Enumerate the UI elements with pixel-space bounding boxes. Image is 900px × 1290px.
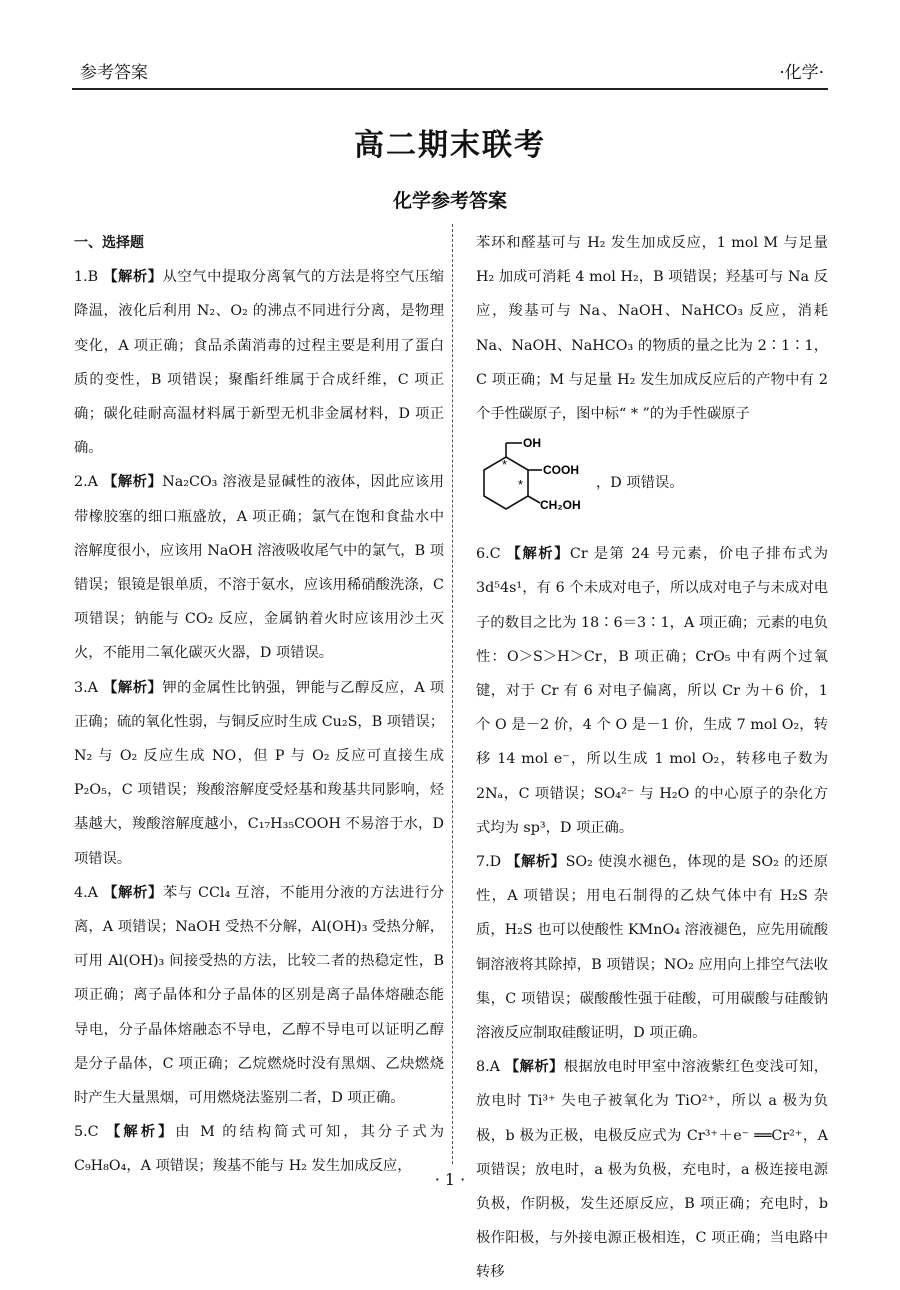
- answer-item: [74, 260, 444, 465]
- answer-choice: 3.A: [74, 679, 98, 696]
- chiral-mark: *: [518, 477, 524, 493]
- left-column: [74, 226, 444, 1184]
- page-title: 高二期末联考: [354, 128, 546, 163]
- cooh-label: COOH: [543, 463, 579, 478]
- page-subtitle: 化学参考答案: [392, 190, 507, 212]
- column-divider: [452, 224, 453, 1164]
- answer-choice: 7.D: [476, 854, 502, 871]
- page-header: [72, 58, 828, 92]
- chemical-structure: [476, 437, 596, 529]
- page-number: · 1 ·: [434, 1170, 466, 1189]
- analysis-text: 从空气中提取分离氧气的方法是将空气压缩降温，液化后利用 N₂、O₂ 的沸点不同进行分离，是物理变化，A 项正确；食品杀菌消毒的过程主要是利用了蛋白质的变性，B 项错误；聚酯纤维属于合成纤维，C 项正确；碳化硅耐高温材料属于新型无机非金属材料，D 项正确。: [74, 269, 445, 457]
- analysis-text: 钾的金属性比钠强，钾能与乙醇反应，A 项正确；硫的氧化性弱，与铜反应时生成 Cu₂S，B 项错误；N₂ 与 O₂ 反应生成 NO，但 P 与 O₂ 反应可直接生成 P₂O₅，C 项错误；羧酸溶解度受烃基和羧基共同影响，烃基越大，羧酸溶解度越小，C₁₇H₃₅COOH 不易溶于水，D 项错误。: [74, 679, 445, 867]
- header-subject-label: ·化学·: [779, 63, 824, 83]
- analysis-tag: 【解析】: [103, 269, 163, 286]
- analysis-text: Na₂CO₃ 溶液是显碱性的液体，因此应该用带橡胶塞的细口瓶盛放，A 项正确；氯气在饱和食盐水中溶解度很小，应该用 NaOH 溶液吸收尾气中的氯气，B 项错误；银镜是银单质，不溶于氨水，应该用稀硝酸洗涤，C 项错误；钠能与 CO₂ 反应，金属钠着火时应该用沙土灭火，不能用二氧化碳灭火器，D 项错误。: [74, 474, 445, 662]
- answer-item: [74, 671, 444, 876]
- ch2oh-label: CH₂OH: [540, 498, 581, 513]
- analysis-tag: 【解析】: [103, 474, 163, 491]
- chiral-mark: *: [502, 457, 508, 473]
- right-column: [476, 226, 828, 1290]
- continued-paragraph: 苯环和醛基可与 H₂ 发生加成反应，1 mol M 与足量 H₂ 加成可消耗 4 mol H₂，B 项错误；羟基可与 Na 反应，羧基可与 Na、NaOH、NaHCO₃ 反应，消耗 Na、NaOH、NaHCO₃ 的物质的量之比为 2∶1∶1，C 项正确；M 与足量 H₂ 发生加成反应后的产物中有 2 个手性碳原子，图中标“ * ”的为手性碳原子: [476, 235, 828, 423]
- answer-choice: 2.A: [74, 474, 98, 491]
- analysis-text: SO₂ 使溴水褪色，体现的是 SO₂ 的还原性，A 项错误；用电石制得的乙炔气体中有 H₂S 杂质，H₂S 也可以使酸性 KMnO₄ 溶液褪色，应先用硫酸铜溶液将其除掉，B 项错误；NO₂ 应用向上排空气法收集，C 项错误；碳酸酸性强于硅酸，可用碳酸与硅酸钠溶液反应制取硅酸证明，D 项正确。: [476, 854, 828, 1042]
- analysis-text: Cr 是第 24 号元素，价电子排布式为 3d⁵4s¹，有 6 个未成对电子，所以成对电子与未成对电子的数目之比为 18∶6＝3∶1，A 项正确；元素的电负性：O＞S＞H＞Cr，B 项正确；CrO₅ 中有两个过氧键，对于 Cr 有 6 对电子偏离，所以 Cr 为＋6 价，1 个 O 是－2 价，4 个 O 是－1 价，生成 7 mol O₂，转移 14 mol e⁻，所以生成 1 mol O₂，转移电子数为 2Nₐ，C 项错误；SO₄²⁻ 与 H₂O 的中心原子的杂化方式均为 sp³，D 项正确。: [476, 546, 829, 836]
- structure-row: [476, 435, 828, 531]
- analysis-text: 由 M 的结构简式可知，其分子式为 C₉H₈O₄，A 项错误；羧基不能与 H₂ 发生加成反应，: [74, 1124, 445, 1175]
- answer-choice: 8.A: [476, 1059, 500, 1076]
- answer-choice: 5.C: [74, 1124, 99, 1141]
- oh-label: OH: [523, 437, 541, 451]
- analysis-tag: 【解析】: [506, 546, 570, 563]
- analysis-tag: 【解析】: [506, 854, 566, 871]
- answer-choice: 1.B: [74, 269, 99, 286]
- answer-item: [74, 465, 444, 670]
- header-rule: [72, 88, 828, 90]
- header-left-label: 参考答案: [80, 63, 148, 83]
- analysis-text: 苯与 CCl₄ 互溶，不能用分液的方法进行分离，A 项错误；NaOH 受热不分解，Al(OH)₃ 受热分解，可用 Al(OH)₃ 间接受热的方法，比较二者的热稳定性，B 项正确；离子晶体和分子晶体的区别是离子晶体熔融态能导电，分子晶体熔融态不导电，乙醇不导电可以证明乙醇是分子晶体，C 项正确；乙烷燃烧时没有黑烟、乙炔燃烧时产生大量黑烟，可用燃烧法鉴别二者，D 项正确。: [74, 884, 444, 1107]
- answer-item: [476, 845, 828, 1050]
- answer-choice: 4.A: [74, 884, 98, 901]
- section-heading: 一、选择题: [74, 235, 144, 251]
- analysis-tag: 【解析】: [103, 679, 163, 696]
- answer-item: [74, 876, 444, 1115]
- answer-item: [476, 537, 828, 845]
- structure-trailing-text: ，D 项错误。: [596, 475, 684, 492]
- analysis-tag: 【解析】: [106, 1124, 176, 1141]
- answer-choice: 6.C: [476, 546, 501, 563]
- analysis-tag: 【解析】: [504, 1059, 564, 1076]
- analysis-text: 根据放电时甲室中溶液紫红色变浅可知，放电时 Ti³⁺ 失电子被氧化为 TiO²⁺，所以 a 极为负极，b 极为正极，电极反应式为 Cr³⁺＋e⁻ ══Cr²⁺，A 项错误；放电时，a 极为负极，充电时，a 极连接电源负极，作阴极，发生还原反应，B 项正确；充电时，b 极作阳极，与外接电源正极相连，C 项正确；当电路中转移: [476, 1059, 829, 1281]
- analysis-tag: 【解析】: [103, 884, 163, 901]
